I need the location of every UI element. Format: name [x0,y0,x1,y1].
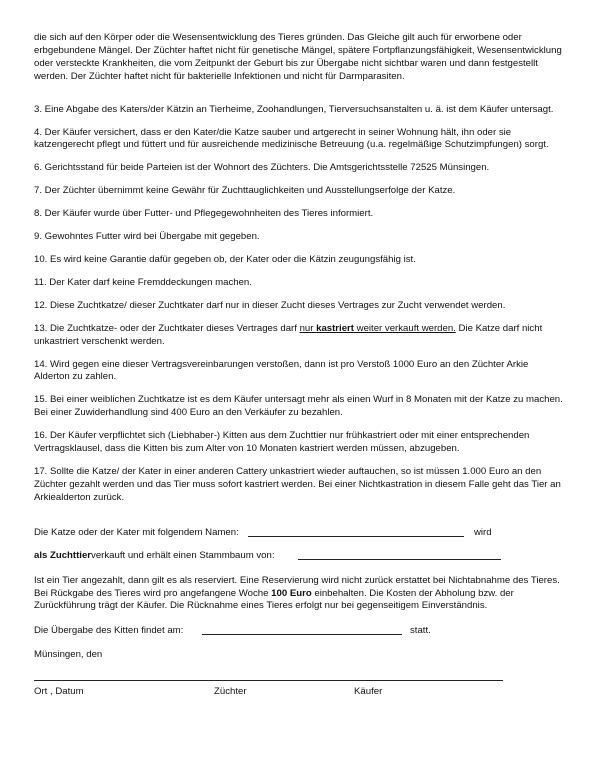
intro-paragraph: die sich auf den Körper oder die Wesensentwicklung des Tieres gründen. Das Gleiche gilt auch für erworbene oder erbgebundene Mängel. Der Züchter haftet nicht für genetische Mängel, spätere Fortpflanzungsfähigkeit, Wesensentwicklung oder versteckte Krankheiten, die vom Zeitpunkt der Geburt bis zur Übergabe nicht sichtbar waren und dann festgestellt werden. Der Züchter haftet nicht für bakterielle Infektionen und nicht für Darmparasiten. [34,32,562,82]
clause-14: 14. Wird gegen eine dieser Vertragsvereinbarungen verstoßen, dann ist pro Verstoß 1000 Euro an den Züchter Arkie Alderton zu zahlen. [34,358,529,383]
place-line: Münsingen, den [34,649,103,661]
signature-labels [34,686,564,699]
clause-13 [34,323,564,349]
clause-11: 11. Der Kater darf keine Fremddeckungen machen. [34,276,252,288]
reservation-amount: 100 Euro [271,587,312,599]
handover-row [34,625,564,638]
contract-page [34,32,564,699]
clause-13-kastriert: kastriert [316,322,354,334]
cat-name-field[interactable] [248,527,464,537]
clause-17: 17. Sollte die Katze/ der Kater in einer anderen Cattery unkastriert wieder auftauchen, so ist müssen 1.000 Euro an den Züchter gezahlt werden und das Tier muss sofort kastriert werden. Bei einer Nichtkastration in diesem Falle geht das Tier an Arkiealderton zurück. [34,465,561,503]
clause-10: 10. Es wird keine Garantie dafür gegeben ob, der Kater oder die Kätzin zeugungsfähig ist. [34,253,416,265]
reservation-text-b: einbehalten. Die Kosten der Abholung bzw. der Zurückführung trägt der Käufer. Die Rücknahme eines Tieres erfolgt nur bei gegenseitigem Einverständnis. [34,587,514,612]
handover-date-field[interactable] [202,625,402,635]
clause-3: 3. Eine Abgabe des Katers/der Kätzin an Tierheime, Zoohandlungen, Tierversuchsanstalten u. ä. ist dem Käufer untersagt. [34,103,554,115]
clause-9: 9. Gewohntes Futter wird bei Übergabe mit gegeben. [34,231,260,243]
cat-name-suffix: wird [474,526,492,538]
clause-13-text: 13. Die Zuchtkatze- oder der Zuchtkater dieses Vertrages darf [34,322,300,334]
clause-13-rest: Die Katze darf nicht unkastriert verschenkt werden. [34,322,543,347]
place-date-label: Ort , Datum [34,686,84,698]
signature-line[interactable] [34,680,503,681]
handover-label: Die Übergabe des Kitten findet am: [34,625,184,637]
pedigree-row [34,550,564,563]
handover-suffix: statt. [410,625,431,637]
clause-13-weiter: weiter verkauft werden. [353,322,456,334]
clause-15: 15. Bei einer weiblichen Zuchtkatze ist es dem Käufer untersagt mehr als einen Wurf in 8 Monaten mit der Katze zu machen. Bei einer Zuwiderhandlung sind 400 Euro an den Verkäufer zu bezahlen. [34,394,563,419]
reservation-paragraph [34,575,564,614]
pedigree-rest: verkauft und erhält einen Stammbaum von: [91,549,275,561]
cat-name-row [34,527,564,540]
clause-6: 6. Gerichtsstand für beide Parteien ist der Wohnort des Züchters. Die Amtsgerichtsstelle 72525 Münsingen. [34,162,490,174]
pedigree-field[interactable] [298,550,501,560]
buyer-label: Käufer [354,686,383,698]
pedigree-label [34,549,275,563]
clause-16: 16. Der Käufer verpflichtet sich (Liebhaber-) Kitten aus dem Zuchttier nur frühkastriert oder mit einer entsprechenden Vertragsklausel, dass die Kitten bis zum Alter von 10 Monaten kastriert werden müssen, abzugeben. [34,430,530,455]
breeder-label: Züchter [214,686,247,698]
clause-13-nur: nur [299,322,317,334]
clause-7: 7. Der Züchter übernimmt keine Gewähr für Zuchttauglichkeiten und Ausstellungserfolge der Katze. [34,185,456,197]
clause-8: 8. Der Käufer wurde über Futter- und Pflegegewohnheiten des Tieres informiert. [34,208,374,220]
cat-name-label: Die Katze oder der Kater mit folgendem Namen: [34,526,239,538]
pedigree-bold: als Zuchttier [34,549,92,561]
reservation-text-a: Ist ein Tier angezahlt, dann gilt es als reserviert. Eine Reservierung wird nicht zurück erstattet bei Nichtabnahme des Tieres. Bei Rückgabe des Tieres wird pro angefangene Woche [34,574,560,599]
clause-12: 12. Diese Zuchtkatze/ dieser Zuchtkater darf nur in dieser Zucht dieses Vertrages zur Zucht verwendet werden. [34,299,506,311]
clause-4: 4. Der Käufer versichert, dass er den Kater/die Katze sauber und artgerecht in seiner Wohnung hält, ihn oder sie katzengerecht pflegt und füttert und für ausreichende medizinische Betreuung (u.a. regelmäßige Schutzimpfungen) sorgt. [34,126,549,151]
